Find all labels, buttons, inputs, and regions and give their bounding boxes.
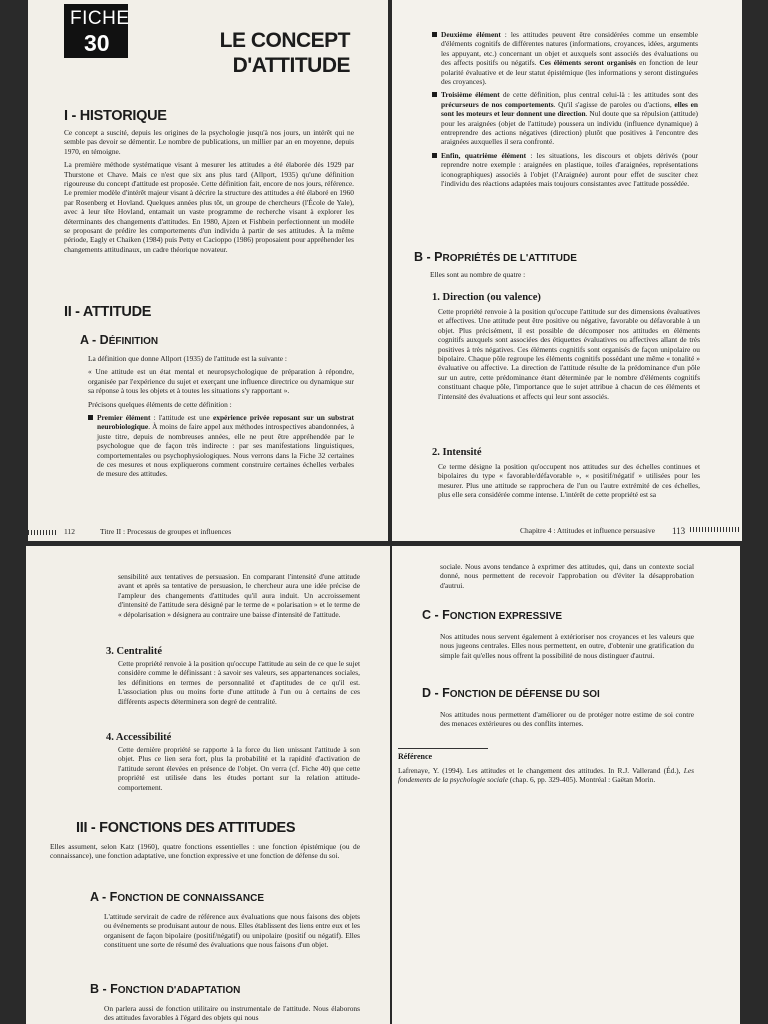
text: Lafrenaye, Y. (1994). Les attitudes et le changement des attitudes. In R.J. Vallerand (Éd.),	[398, 766, 681, 775]
heading-rest: ROPRIÉTÉS DE L'ATTITUDE	[442, 253, 577, 264]
heading-fonctions: III - FONCTIONS DES ATTITUDES	[76, 820, 296, 836]
page-title	[168, 28, 350, 78]
reference-rule	[398, 748, 488, 749]
folio-hatch	[690, 527, 740, 532]
bold-text: elles en sont les moteurs et leur donnent une direction	[441, 99, 698, 119]
intensite-text: Ce terme désigne la position qu'occupent nos attitudes sur des échelles continues et bipolaires du type « favorable/défavorable », « positif/négatif » utilisées pour les mesurer. Plus une attitude se rapprochera de l'un ou l'autre extrémité de ces échelles, plus elle sera considérée comme intense. L'intérêt de cette propriété est sa	[438, 462, 700, 500]
expressive-text: Nos attitudes nous servent également à extérioriser nos croyances et les valeurs que nous jugeons centrales. Elles nous permettent, en outre, d'obtenir une gratification du simple fait qu'elles nous offrent la possibilité de nous distinguer d'autrui.	[440, 632, 694, 660]
heading-attitude: II - ATTITUDE	[64, 304, 152, 320]
element-4	[432, 151, 698, 189]
fiche-number: 30	[84, 30, 110, 56]
bold-text: précurseurs de nos comportements	[441, 99, 554, 109]
text: en fonction de leur polarité évaluative et de leur statut épistémique (les informations y seront distinguées des croyances).	[441, 58, 698, 87]
reference-text	[398, 766, 694, 785]
folio-number: 113	[672, 526, 686, 536]
connaissance-text: L'attitude servirait de cadre de référence aux évaluations que nous faisons des objets ou événements se produisant autour de nous. Elles établissent des liens entre eux et les organisent de façon bipolaire (positif/négatif) ou unipolaire (positif ou négatif). Elles constituent une sorte de résumé des évaluations que nous faisons d'un objet.	[104, 912, 360, 950]
heading-rest: ONCTION D'ADAPTATION	[117, 985, 241, 996]
direction-text: Cette propriété renvoie à la position qu'occupe l'attitude sur des dimensions évaluatives et affectives. Une attitude peut être positive ou négative, favorable ou défavorable à un objet. Plus précisément, il est possible de décomposer nos attitudes en éléments cognitifs auxquels sont associées des étiquettes évaluatives ou affectives allant de très positives à très négatives. Ces éléments cognitifs sont organisés de façon unipolaire ou bipolaire. Chaque pôle regroupe les éléments cognitifs possédant une même « tonalité » évaluative ou affective. La direction de l'attitude résulte de la prédominance d'un pôle sur un autre, cette prédominance étant déterminée par le nombre d'éléments cognitifs constituant chaque pôle, l'importance que le sujet attribue à chacun de ces éléments et l'intensité des évaluations et affects qui leur sont associés.	[438, 307, 700, 401]
text: . À moins de faire appel aux méthodes introspectives abandonnées, à juste titre, depuis de nombreuses années, elle ne peut être appréhendée par le psychologue que de façon très indirecte : par ses manifestations linguistiques, comportementales ou psychophysiologiques. Nous verrons dans la Fiche 32 certaines de ces mesures et nous expliquerons comment construire certaines échelles verbales de mesure des attitudes.	[97, 422, 354, 479]
heading-rest: ONCTION DE CONNAISSANCE	[117, 893, 264, 904]
text: (chap. 6, pp. 329-405). Montréal : Gaëtan Morin.	[508, 775, 656, 785]
heading-expressive	[422, 608, 562, 622]
fonctions-intro: Elles assument, selon Katz (1960), quatre fonctions essentielles : une fonction épistémique (ou de connaissance), une fonction adaptative, une fonction expressive et une fonction de défense du soi.	[50, 842, 360, 861]
page-112	[28, 0, 388, 541]
heading-connaissance	[90, 890, 264, 904]
page-113	[392, 0, 742, 541]
proprietes-intro: Elles sont au nombre de quatre :	[430, 270, 526, 279]
heading-proprietes	[414, 250, 577, 264]
italic-title: Les fondements de la psychologie sociale	[398, 766, 694, 785]
text: . Qu'il s'agisse de paroles ou d'actions,	[553, 99, 675, 109]
page-114	[26, 546, 390, 1024]
folio-hatch	[28, 530, 56, 535]
heading-adaptation	[90, 982, 240, 996]
title-line-1: LE CONCEPT	[219, 29, 350, 52]
element-2	[432, 30, 698, 86]
heading-defense	[422, 686, 600, 700]
heading-definition	[80, 333, 158, 347]
fiche-badge	[64, 4, 128, 58]
heading-prefix: D - F	[422, 686, 450, 700]
element-3	[432, 90, 698, 146]
bold-text: Deuxième élément	[441, 30, 501, 39]
folio-running-title: Titre II : Processus de groupes et influences	[100, 527, 232, 536]
element-1	[88, 413, 354, 479]
text: . Nul doute que sa répulsion (attitude) pour les araignées (objet de l'attitude) poussera un individu (influence dynamique) à entreprendre des actions négatives (direction) plutôt que positives à l'encontre des araignées auxquelles il sera confronté.	[441, 109, 698, 147]
intensite-continued: sensibilité aux tentatives de persuasion. En comparant l'intensité d'une attitude avant et après sa tentative de persuasion, le chercheur aura une idée précise de l'ampleur des changements d'attitudes qu'il aura induit. Un accroissement d'intensité de l'attitude sera désigné par le terme de « polarisation » et le terme de « dépolarisation » désignera au contraire une baisse d'intensité de l'attitude.	[118, 572, 360, 619]
bold-text: Troisième élément	[441, 90, 500, 100]
defense-text: Nos attitudes nous permettent d'améliorer ou de protéger notre estime de soi contre des menaces extérieures ou des conflits internes.	[440, 710, 694, 729]
paragraph: Ce concept a suscité, depuis les origines de la psychologie jusqu'à nos jours, un intérêt qui ne semble pas devoir se démentir. Le nombre de publications, un millier par an en moyenne, depuis 1970, en témoigne.	[64, 128, 354, 156]
heading-prefix: A - F	[90, 890, 118, 904]
reference-heading: Référence	[398, 752, 433, 761]
historique-text	[64, 128, 354, 258]
adaptation-text: On parlera aussi de fonction utilitaire ou instrumentale de l'attitude. Nous élaborons des attitudes favorables à l'égard des objets qui nous	[104, 1004, 360, 1023]
folio-number: 112	[64, 527, 75, 536]
bold-text: Ces éléments seront organisés	[539, 58, 637, 68]
paragraph: La première méthode systématique visant à mesurer les attitudes a été élaborée dès 1929 par Thurstone et Chave. Mais ce n'est que six ans plus tard (Allport, 1935) qu'une définition rigoureuse du concept d'attitude est proposée. Cette définition fait, encore de nos jours, référence. Le premier modèle d'intérêt majeur visant à décrire la structure des attitudes a été élaboré en 1960 par Rosenberg et Hovland. Quelques années plus tôt, un groupe de chercheurs (l'École de Yale), avec à leur tête Hovland, entamait un vaste programme de recherche visant à explorer les déterminants des changements d'attitudes. En 1980, Ajzen et Fishbein perfectionnent un modèle se proposant de prédire les comportements d'un individu à partir de ses attitudes. À la même période, Eagly et Chaiken (1984) puis Petty et Cacioppo (1986) proposaient pour appréhender les changements attitudinaux, un cadre théorique novateur.	[64, 160, 354, 254]
folio-running-title: Chapitre 4 : Attitudes et influence persuasive	[520, 526, 655, 535]
text: : les attitudes peuvent être considérées comme un ensemble d'éléments cognitifs de différentes natures (informations, croyances, idées, arguments les appuyant, etc.) concernant un objet et auxquels sont associés des évaluations ou des affects positifs ou négatifs.	[441, 30, 698, 68]
paragraph: La définition que donne Allport (1935) de l'attitude est la suivante :	[88, 354, 287, 363]
heading-centralite: 3. Centralité	[106, 646, 162, 657]
heading-rest: ONCTION DE DÉFENSE DU SOI	[449, 689, 600, 700]
heading-accessibilite: 4. Accessibilité	[106, 732, 172, 743]
elements-text	[432, 30, 698, 193]
centralite-text: Cette propriété renvoie à la position qu'occupe l'attitude au sein de ce que le sujet considère comme le définissant : à savoir ses valeurs, ses appartenances sociales, les définitions en termes de personnalité et d'aptitudes de ce qu'il est. L'association plus ou moins forte d'une attitude à l'un ou à certains de ces différents aspects déterminera son degré de centralité.	[118, 659, 360, 706]
text: de cette définition, plus central celui-là : les attitudes sont des	[499, 90, 698, 100]
heading-prefix: C - F	[422, 608, 450, 622]
allport-quote: « Une attitude est un état mental et neuropsychologique de préparation à répondre, organisée par l'expérience du sujet et exerçant une influence directrice ou dynamique sur sa réponse à tous les objets et à toutes les situations s'y rapportant ».	[88, 367, 354, 396]
heading-historique: I - HISTORIQUE	[64, 108, 167, 124]
text: : les situations, les discours et objets dérivés (pour reprendre notre exemple : araignées en plastique, toiles d'araignées, représentations iconographiques) associés à l'objet (l'Araignée) auront pour effet de susciter chez l'individu des réactions adaptées mais toujours consistantes avec l'attitude possédée.	[441, 150, 698, 189]
title-line-2: D'ATTITUDE	[232, 54, 350, 77]
adaptation-continued: sociale. Nous avons tendance à exprimer des attitudes, qui, dans un contexte social donné, nous permettent de recevoir l'approbation ou d'éviter la désapprobation d'autrui.	[440, 562, 694, 590]
heading-direction: 1. Direction (ou valence)	[432, 292, 541, 303]
heading-intensite: 2. Intensité	[432, 447, 482, 458]
bold-text: expérience privée reposant sur un substrat neurobiologique	[97, 413, 354, 432]
fiche-label: FICHE	[70, 8, 130, 29]
bold-text: Enfin, quatrième élément	[441, 150, 527, 160]
heading-prefix: B - F	[90, 982, 118, 996]
heading-prefix: A - D	[80, 333, 109, 347]
heading-rest: ONCTION EXPRESSIVE	[449, 611, 563, 622]
definition-text	[88, 354, 354, 483]
bold-text: Premier élément	[97, 413, 151, 423]
heading-prefix: B - P	[414, 250, 443, 264]
text: : l'attitude est une	[150, 413, 213, 423]
paragraph: Précisons quelques éléments de cette définition :	[88, 399, 232, 409]
heading-rest: ÉFINITION	[108, 336, 159, 347]
page-115	[392, 546, 740, 1024]
accessibilite-text: Cette dernière propriété se rapporte à la force du lien unissant l'attitude à son objet. Plus ce lien sera fort, plus la probabilité et la rapidité d'activation de l'attitude seront élevées en présence de l'objet. On verra (cf. Fiche 40) que cette propriété est utilisée dans les études portant sur la relation attitude-comportement.	[118, 745, 360, 792]
